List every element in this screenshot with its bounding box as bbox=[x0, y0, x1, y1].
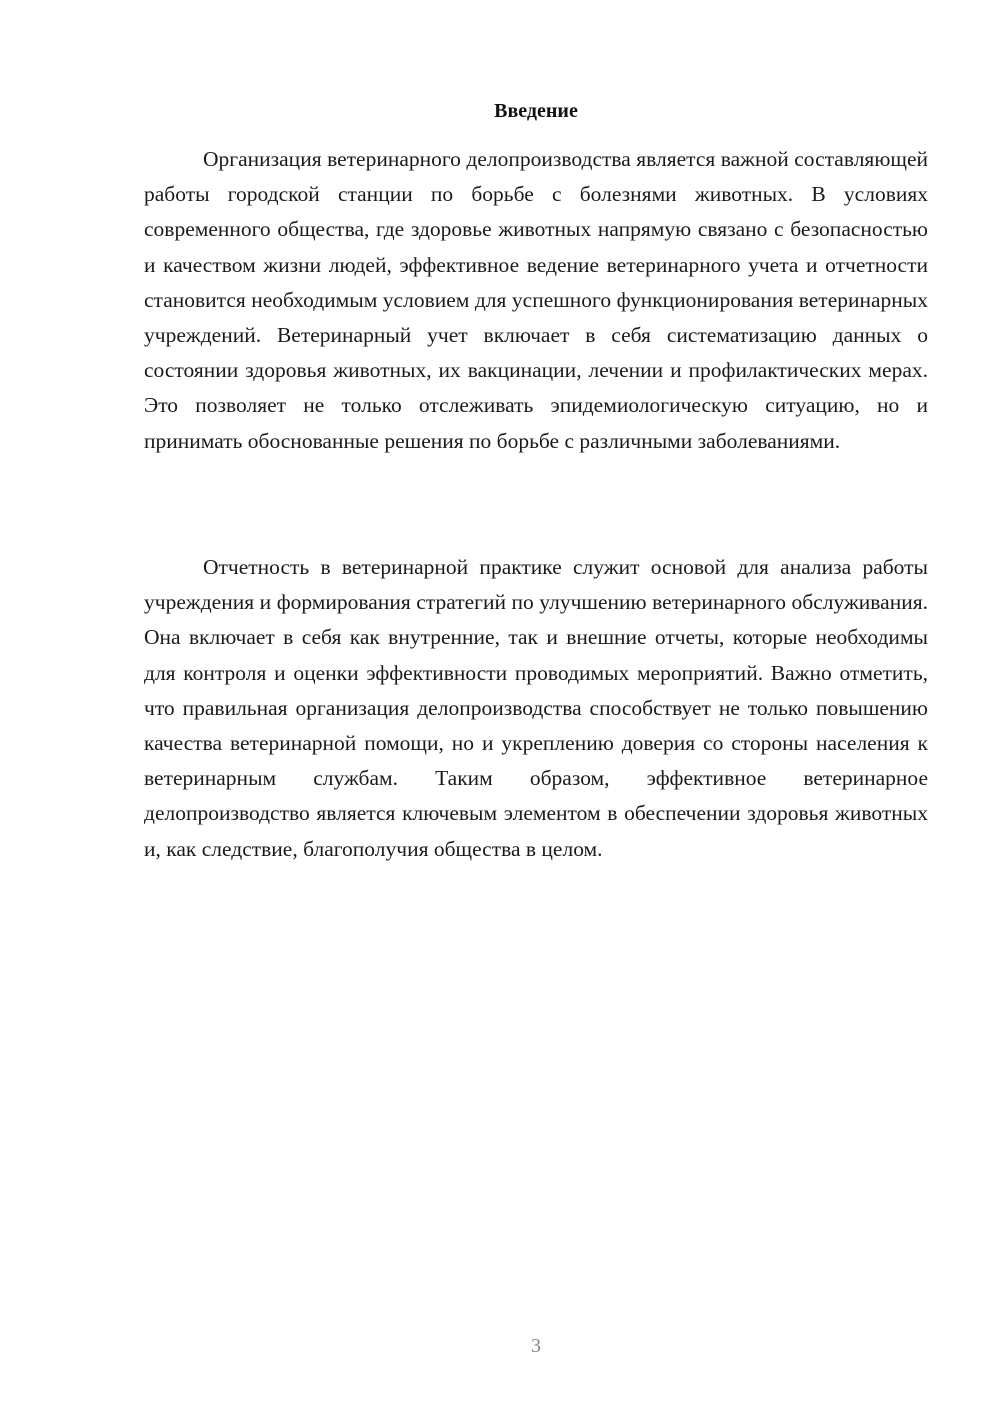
paragraph-2: Отчетность в ветеринарной практике служит основой для анализа работы учреждения и формирования стратегий по улучшению ветеринарного обслуживания. Она включает в себя как внутренние, так и внешние отчеты, которые необходимы для контроля и оценки эффективности проводимых мероприятий. Важно отметить, что правильная организация делопроизводства способствует не только повышению качества ветеринарной помощи, но и укреплению доверия со стороны населения к ветеринарным службам. Таким образом, эффективное ветеринарное делопроизводство является ключевым элементом в обеспечении здоровья животных и, как следствие, благополучия общества в целом. bbox=[144, 555, 928, 861]
paragraph-1: Организация ветеринарного делопроизводства является важной составляющей работы городской станции по борьбе с болезнями животных. В условиях современного общества, где здоровье животных напрямую связано с безопасностью и качеством жизни людей, эффективное ведение ветеринарного учета и отчетности становится необходимым условием для успешного функционирования ветеринарных учреждений. Ветеринарный учет включает в себя систематизацию данных о состоянии здоровья животных, их вакцинации, лечении и профилактических мерах. Это позволяет не только отслеживать эпидемиологическую ситуацию, но и принимать обоснованные решения по борьбе с различными заболеваниями. bbox=[144, 147, 928, 453]
page-number: 3 bbox=[531, 1335, 541, 1357]
section-heading: Введение bbox=[494, 100, 578, 122]
